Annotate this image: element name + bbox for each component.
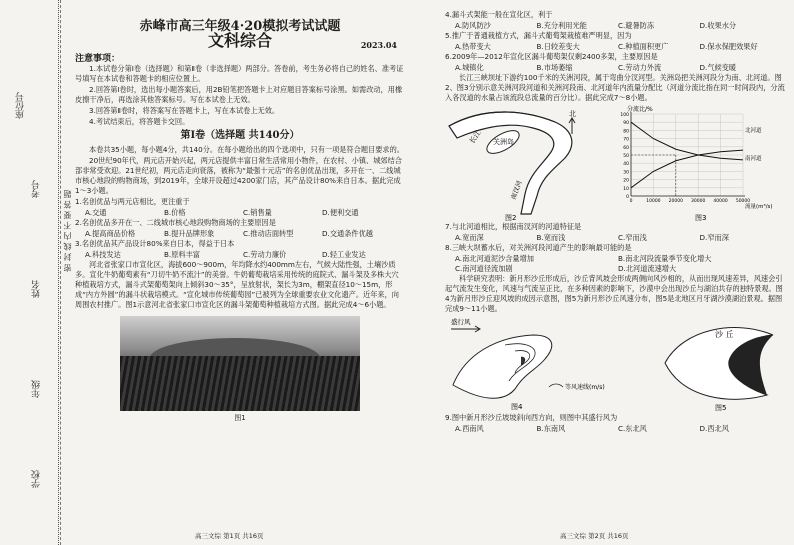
question-5-stem: 5.推广于普通栽植方式，漏斗式葡萄架栽植难严明显，因为 [445,31,632,40]
option: B.南北河段流量季节变化增大 [618,254,712,263]
option: C.销售量 [243,208,272,217]
question-9-stem: 9.图中新月形沙丘坡坡斜向西方向，则图中其盛行风为 [445,413,618,422]
option: C.东北风 [618,424,647,433]
option: A.防风防沙 [455,21,491,30]
y-tick-label: 100 [620,113,629,118]
notice-item: 4.考试结束后，将答题卡交回。 [89,117,190,126]
legend-contour-icon [549,384,563,387]
option: D.收果水分 [699,21,737,30]
chart-ylabel: 分流比/% [627,106,653,113]
option: B.市场萎缩 [536,63,573,72]
option: B.东南风 [536,424,566,433]
option: A.热带变大 [455,42,491,51]
series-label-south: 南河道 [745,156,762,162]
passage-4: 科学研究表明：新月形沙丘形成后，沙丘背风坡会形成两侧向风沙相的，从而出现风速差异，风速会引起气流发生变化，风速与气流呈正比，在多种因素的影响下，沙漠中会出现沙丘与湖泊共存的独特景观。图4为新月形沙丘迎风坡的成因示意图，图5为新月形沙丘风速分布，图5是北地区月牙湖沙漠湖泊景观。据图完成9～11小题。 [445,274,783,313]
x-tick-label: 50000 [735,199,751,204]
y-tick-label: 90 [623,121,629,127]
notice-item: 2.回答第Ⅰ卷时，选出每小题答案后，用2B铅笔把答题卡上对应题目答案标号涂黑。如需改动，用橡皮擦干净后，再选涂其他答案标号。写在本试卷上无效。 [75,85,403,104]
dune-body [453,335,552,398]
north-arrow-icon [569,118,575,134]
question-7-stem: 7.与北河道相比，根据南汊河的河道特征是 [445,222,582,231]
option: D.保水保肥效果好 [699,42,758,51]
river-label: 长江 [468,129,483,146]
chart-series-lines [631,122,743,196]
option: C.避暑防冻 [618,21,655,30]
option: B.原料丰富 [164,250,200,259]
name-label: 姓名 [32,280,42,298]
option: A.交通 [85,208,107,217]
option: C.劳动力外流 [618,63,662,72]
option: B.价格 [164,208,186,217]
subject-name: 文科综合 [207,31,272,50]
diversion-ratio-chart [605,104,785,222]
option: A.西南风 [455,424,484,433]
question-8-options-row2 [445,264,785,274]
question-4-stem: 4.漏斗式架能一般在宣化区，利于 [445,10,553,19]
school-label: 学校 [32,470,42,488]
x-tick-label: 0 [629,199,633,204]
option: D.气候变暖 [699,63,737,72]
option: A.南北河道泥沙含量增加 [455,254,534,263]
y-tick-label: 30 [623,170,629,176]
question-9-options [445,424,785,434]
y-tick-label: 10 [623,186,629,192]
crescent-dune-lake-figure [655,315,785,413]
notice-item: 1.本试卷分第Ⅰ卷（选择题）和第Ⅱ卷（非选择题）两部分。答卷前，考生务必将自己的姓名、准考证号填写在本试卷和答题卡的相应位置上。 [75,64,404,83]
option: A.科技发达 [85,250,121,259]
option: D.便利交通 [322,208,359,217]
y-tick-label: 70 [623,137,629,143]
y-tick-label: 20 [623,178,629,184]
x-tick-label: 20000 [668,199,683,204]
x-tick-label: 10000 [646,199,661,204]
question-7-options [445,233,785,243]
option: B.日较差变大 [536,42,580,51]
option: C.种植面积更广 [618,42,669,51]
question-3-options [75,250,405,260]
chart-xlabel: 流量(m³/s) [745,204,773,210]
option: A.城镇化 [455,63,484,72]
river-map-figure [445,104,585,222]
seal-warning: 密 封 线 内 不 要 答 题 [63,190,72,272]
binding-dotted-line [58,0,60,545]
part1-heading: 第Ⅰ卷（选择题 共140分） [180,130,300,141]
figures-2-3 [445,104,785,222]
exam-no-label: 考号 [32,180,42,198]
question-6-stem: 6.2009年—2012年宣化区漏斗葡萄架仅剩2400多架，主要原因是 [445,52,658,61]
option: C.窄而浅 [618,233,647,242]
notice-heading: 注意事项： [75,54,121,64]
north-arrow-label: 北 [569,110,576,118]
wind-arrow-icon [451,326,480,332]
seat-no-label: 座位号 [16,92,26,119]
figure-5-caption: 图5 [715,404,727,412]
option: A.宽而深 [455,233,484,242]
y-tick-label: 40 [623,162,629,168]
passage-1: 20世纪90年代，两元店开始兴起，两元店提供丰富日常生活常用小物件，在农村、小镇、城郊结合部非常受欢迎。21世纪初，两元店走向衰落，被称为“最强十元店”的名创优品出现，多开在一、二线城市核心地段的购物商场，到2019年，全球开设超过4200家门店，其产品设计80%来自日本。据此完成1～3小题。 [75,156,402,195]
figure-4-caption: 图4 [511,403,523,411]
figure-1-caption: 图1 [234,414,246,422]
dune-label: 沙 丘 [715,330,734,339]
part1-intro: 本卷共35小题，每小题4分，共140分。在每小题给出的四个选项中，只有一项是符合题目要求的。 [89,145,404,154]
figures-4-5 [445,315,785,413]
x-tick-label: 30000 [691,199,706,204]
question-8-options-row1 [445,254,785,264]
option: B.提升品牌形象 [164,229,215,238]
y-tick-label: 0 [626,195,629,200]
passage-2: 河北省张家口市宣化区，海拔600～900m，年均降水约400mm左右，气候大陆性强，土壤沙质多。宣化牛奶葡萄素有“刀切牛奶不流汁”的美誉。牛奶葡萄栽培采用传统的庭院式、漏斗架及多株大穴种植栽培方式，漏斗式架葡萄架向上倾斜30～35°，呈放射状，架长为3m，棚架直径10～15m，形成“内方外圆”的漏斗状栽培模式。“宣化城市传统葡萄园”已被列为全球重要农业文化遗产。近年来，向周围农村推广。图1示意河北省张家口市宣化区的漏斗架葡萄种植栽培方式图。据此完成4～6小题。 [75,260,399,309]
option: B.充分利用光能 [536,21,587,30]
question-8-stem: 8.三峡大坝蓄水后，对关洲河段河道产生的影响最可能的是 [445,243,632,252]
option: D.北河道流速增大 [618,264,677,273]
subject-title [75,31,405,50]
question-4-options [445,21,785,31]
wind-speed-legend: 等风速线(m/s) [565,384,605,391]
exam-date: 2023.04 [360,40,397,50]
option: A.提高商品价格 [85,229,136,238]
exam-title: 赤峰市高三年级4·20模拟考试试题 [139,19,341,34]
series-label-north: 北河道 [745,128,762,134]
binding-margin [0,0,61,545]
option: D.轻工业发达 [322,250,366,259]
figure-2-caption: 图2 [505,214,517,222]
figure-3-caption: 图3 [695,214,707,222]
vineyard-photo [120,316,360,411]
option: D.窄而深 [699,233,729,242]
question-2-stem: 2.名创优品多开在一、二线城市核心地段购物商场的主要原因是 [75,218,276,227]
question-3-stem: 3.名创优品其产品设计80%来自日本，得益于日本 [75,239,235,248]
page-1-footer: 高三文综 第1页 共16页 [195,532,264,540]
question-5-options [445,42,785,52]
option: C.劳动力廉价 [243,250,287,259]
dune-wind-speed-figure [445,315,635,413]
question-2-options [75,229,405,239]
option: D.西北风 [699,424,729,433]
question-6-options [445,63,785,73]
photo-vineyard-rows [120,356,360,411]
option: B.宽而浅 [536,233,566,242]
right-column [445,10,785,434]
chart-gridlines [631,114,743,196]
series-line-north [631,122,743,160]
question-1-stem: 1.名创优品与两元店相比，更注重于 [75,197,190,206]
island-label: 关洲岛 [493,138,514,146]
chart-axes [631,112,745,196]
question-1-options [75,208,405,218]
x-tick-label: 40000 [713,199,728,204]
grade-label: 年级 [32,380,42,398]
option: C.推动店面转型 [243,229,294,238]
series-line-south [631,150,743,188]
option: C.南河道径流加剧 [455,264,513,273]
option: D.交通条件优越 [322,229,373,238]
passage-3: 长江三峡坝址下游约100千米的关洲河段，属于弯曲分汊河型。关洲岛把关洲河段分为南、北河道。图2、图3分别示意关洲河段河道和关洲河段南、北河道年内流量分配比（河道分流比指在同一时间段内，分流入各汊道的水量占该流段总流量的百分比）。据此完成7～8小题。 [445,73,785,102]
page-2-footer: 高三文综 第2页 共16页 [560,532,629,540]
y-tick-label: 50 [623,154,629,159]
notice-item: 3.回答第Ⅱ卷时，将答案写在答题卡上，写在本试卷上无效。 [89,106,280,115]
y-tick-label: 80 [623,129,629,135]
left-column [75,10,405,423]
prevailing-wind-label: 盛行风 [451,318,471,326]
y-tick-label: 60 [623,145,629,151]
south-channel-label: 南汊河 [509,179,524,201]
